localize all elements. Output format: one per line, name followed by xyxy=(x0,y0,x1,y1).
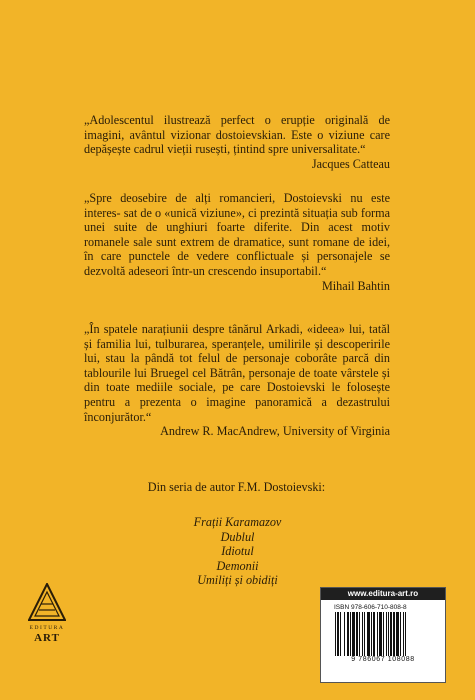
series-title: Frații Karamazov xyxy=(193,515,282,529)
publisher-label: EDITURA xyxy=(29,625,65,631)
quote-macandrew xyxy=(84,322,390,439)
barcode-panel xyxy=(320,587,446,683)
publisher-logo-icon xyxy=(28,583,66,621)
barcode-digits: 9 786067 108088 xyxy=(351,656,415,663)
quote-text: „Adolescentul ilustrează perfect o erupție originală de imagini, avântul vizionar dostoievskian. Este o viziune care depășește cadrul vieții rusești, țintind spre universalitate.“ xyxy=(84,113,390,157)
series-heading: Din seria de autor F.M. Dostoievski: xyxy=(147,480,326,494)
quote-text: „Spre deosebire de alți romancieri, Dostoievski nu este interes- sat de o «unică viziune», ci prezintă situația sub forma unei suite de unghiuri foarte diferite. Din acest motiv romanele sale sunt extrem de dramatice, sunt romane de idei, în care punctele de vedere conflictuale și personajele se dezvoltă adeseori într-un crescendo insuportabil.“ xyxy=(84,191,391,278)
quote-author: Andrew R. MacAndrew, University of Virginia xyxy=(160,424,390,439)
author-series xyxy=(0,480,475,588)
series-title: Demonii xyxy=(216,558,259,573)
quote-author: Jacques Catteau xyxy=(311,156,390,171)
publisher-url: www.editura-art.ro xyxy=(321,588,445,600)
quote-author: Mihail Bahtin xyxy=(321,278,390,293)
series-title: Umiliți și obidiți xyxy=(197,573,278,587)
publisher-logo xyxy=(26,583,68,644)
quote-text: „În spatele narațiunii despre tânărul Arkadi, «ideea» lui, tatăl și familia lui, tulburarea, speranțele, umilirile și descoperirile lui, stau la pândă tot felul de personaje coborâte parcă din tablourile lui Bruegel cel Bătrân, personaje de toate vârstele și din toate mediile sociale, pe care Dostoievski le folosește pentru a prezenta o imagine panoramică a dezastrului înconjurător.“ xyxy=(84,322,391,424)
series-title: Idiotul xyxy=(221,544,254,558)
publisher-name: ART xyxy=(34,632,60,644)
quote-bahtin xyxy=(84,191,390,293)
quote-catteau xyxy=(84,113,390,171)
series-title: Dublul xyxy=(220,529,255,544)
isbn-text: ISBN 978-606-710-808-8 xyxy=(334,604,407,611)
barcode-bars xyxy=(333,612,433,656)
series-list xyxy=(0,515,475,588)
